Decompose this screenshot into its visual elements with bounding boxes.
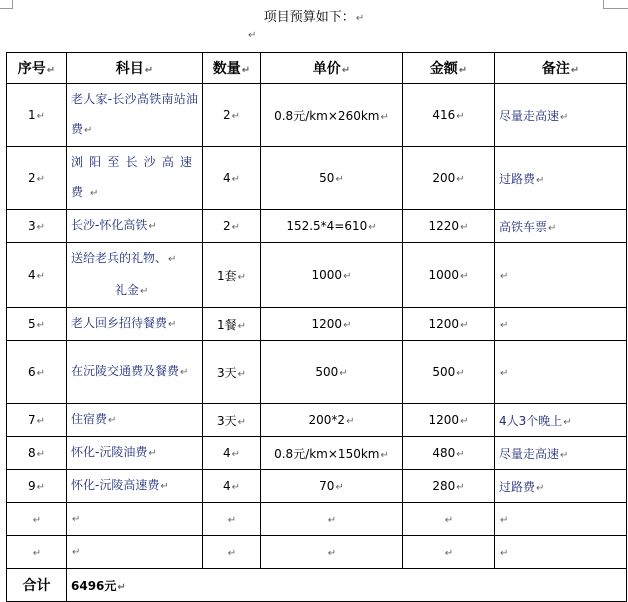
note-cell: 过路费↵ xyxy=(495,470,627,503)
row-number: 8↵ xyxy=(7,437,67,470)
unit-price-cell: ↵ xyxy=(261,503,403,536)
amount-cell: 1200↵ xyxy=(403,308,495,341)
budget-table xyxy=(6,52,627,602)
row-number: ↵ xyxy=(7,503,67,536)
amount-cell: 1000↵ xyxy=(403,243,495,308)
quantity-cell: 3天↵ xyxy=(203,341,261,404)
quantity-cell: 2↵ xyxy=(203,210,261,243)
unit-price-cell: 0.8元/km×260km↵ xyxy=(261,84,403,147)
unit-price-cell: 0.8元/km×150km↵ xyxy=(261,437,403,470)
unit-price-cell: 500↵ xyxy=(261,341,403,404)
row-number: 2↵ xyxy=(7,147,67,210)
quantity-cell: 1餐↵ xyxy=(203,308,261,341)
subject-cell: 怀化-沅陵高速费↵ xyxy=(67,470,203,503)
note-cell: ↵ xyxy=(495,503,627,536)
quantity-cell: 2↵ xyxy=(203,84,261,147)
header-cell: 单价↵ xyxy=(261,53,403,84)
table-row xyxy=(7,308,627,341)
amount-cell: 480↵ xyxy=(403,437,495,470)
header-cell: 备注↵ xyxy=(495,53,627,84)
subject-cell: 送给老兵的礼物、↵ 礼金↵ xyxy=(67,243,203,308)
note-cell: 尽量走高速↵ xyxy=(495,437,627,470)
amount-cell: 200↵ xyxy=(403,147,495,210)
header-cell: 序号↵ xyxy=(7,53,67,84)
note-cell: ↵ xyxy=(495,308,627,341)
heading-text: 项目预算如下： xyxy=(263,10,355,25)
subject-cell: ↵ xyxy=(67,503,203,536)
unit-price-cell: 50↵ xyxy=(261,147,403,210)
table-row xyxy=(7,404,627,437)
amount-cell: 280↵ xyxy=(403,470,495,503)
table-header-row xyxy=(7,53,627,84)
quantity-cell: 3天↵ xyxy=(203,404,261,437)
amount-cell: 500↵ xyxy=(403,341,495,404)
unit-price-cell: 70↵ xyxy=(261,470,403,503)
quantity-cell: 4↵ xyxy=(203,470,261,503)
row-number: ↵ xyxy=(7,536,67,569)
note-cell: 4人3个晚上↵ xyxy=(495,404,627,437)
table-row xyxy=(7,536,627,569)
quantity-cell: 4↵ xyxy=(203,147,261,210)
header-cell: 科目↵ xyxy=(67,53,203,84)
header-cell: 数量↵ xyxy=(203,53,261,84)
table-row xyxy=(7,341,627,404)
note-cell: 过路费↵ xyxy=(495,147,627,210)
subject-cell: 老人回乡招待餐费↵ xyxy=(67,308,203,341)
unit-price-cell: 152.5*4=610↵ xyxy=(261,210,403,243)
table-row xyxy=(7,470,627,503)
row-number: 1↵ xyxy=(7,84,67,147)
unit-price-cell: ↵ xyxy=(261,536,403,569)
unit-price-cell: 200*2↵ xyxy=(261,404,403,437)
paragraph-mark: ↵ xyxy=(248,30,257,41)
table-row xyxy=(7,503,627,536)
header-cell: 金额↵ xyxy=(403,53,495,84)
row-number: 3↵ xyxy=(7,210,67,243)
table-row xyxy=(7,437,627,470)
note-cell: ↵ xyxy=(495,243,627,308)
note-cell: 高铁车票↵ xyxy=(495,210,627,243)
amount-cell: ↵ xyxy=(403,503,495,536)
subject-cell: 老人家-长沙高铁南站油费↵ xyxy=(67,84,203,147)
amount-cell: 1220↵ xyxy=(403,210,495,243)
subject-cell: 在沅陵交通费及餐费↵ xyxy=(67,341,203,404)
row-number: 5↵ xyxy=(7,308,67,341)
row-number: 4↵ xyxy=(7,243,67,308)
table-row xyxy=(7,84,627,147)
quantity-cell: 1套↵ xyxy=(203,243,261,308)
total-row xyxy=(7,569,627,602)
amount-cell: 1200↵ xyxy=(403,404,495,437)
table-row xyxy=(7,210,627,243)
unit-price-cell: 1000↵ xyxy=(261,243,403,308)
unit-price-cell: 1200↵ xyxy=(261,308,403,341)
note-cell: ↵ xyxy=(495,341,627,404)
subject-cell: 住宿费↵ xyxy=(67,404,203,437)
quantity-cell: ↵ xyxy=(203,503,261,536)
subject-cell: 怀化-沅陵油费↵ xyxy=(67,437,203,470)
table-row xyxy=(7,243,627,308)
amount-cell: 416↵ xyxy=(403,84,495,147)
subject-cell: 浏阳至长沙高速 费↵ xyxy=(67,147,203,210)
note-cell: ↵ xyxy=(495,536,627,569)
page-heading xyxy=(0,8,628,29)
total-label: 合计 xyxy=(7,569,67,602)
total-value: 6496元↵ xyxy=(67,569,627,602)
row-number: 9↵ xyxy=(7,470,67,503)
row-number: 7↵ xyxy=(7,404,67,437)
quantity-cell: 4↵ xyxy=(203,437,261,470)
subject-cell: ↵ xyxy=(67,536,203,569)
row-number: 6↵ xyxy=(7,341,67,404)
amount-cell: ↵ xyxy=(403,536,495,569)
subject-cell: 长沙-怀化高铁↵ xyxy=(67,210,203,243)
table-row xyxy=(7,147,627,210)
note-cell: 尽量走高速↵ xyxy=(495,84,627,147)
quantity-cell: ↵ xyxy=(203,536,261,569)
paragraph-mark: ↵ xyxy=(355,13,365,24)
